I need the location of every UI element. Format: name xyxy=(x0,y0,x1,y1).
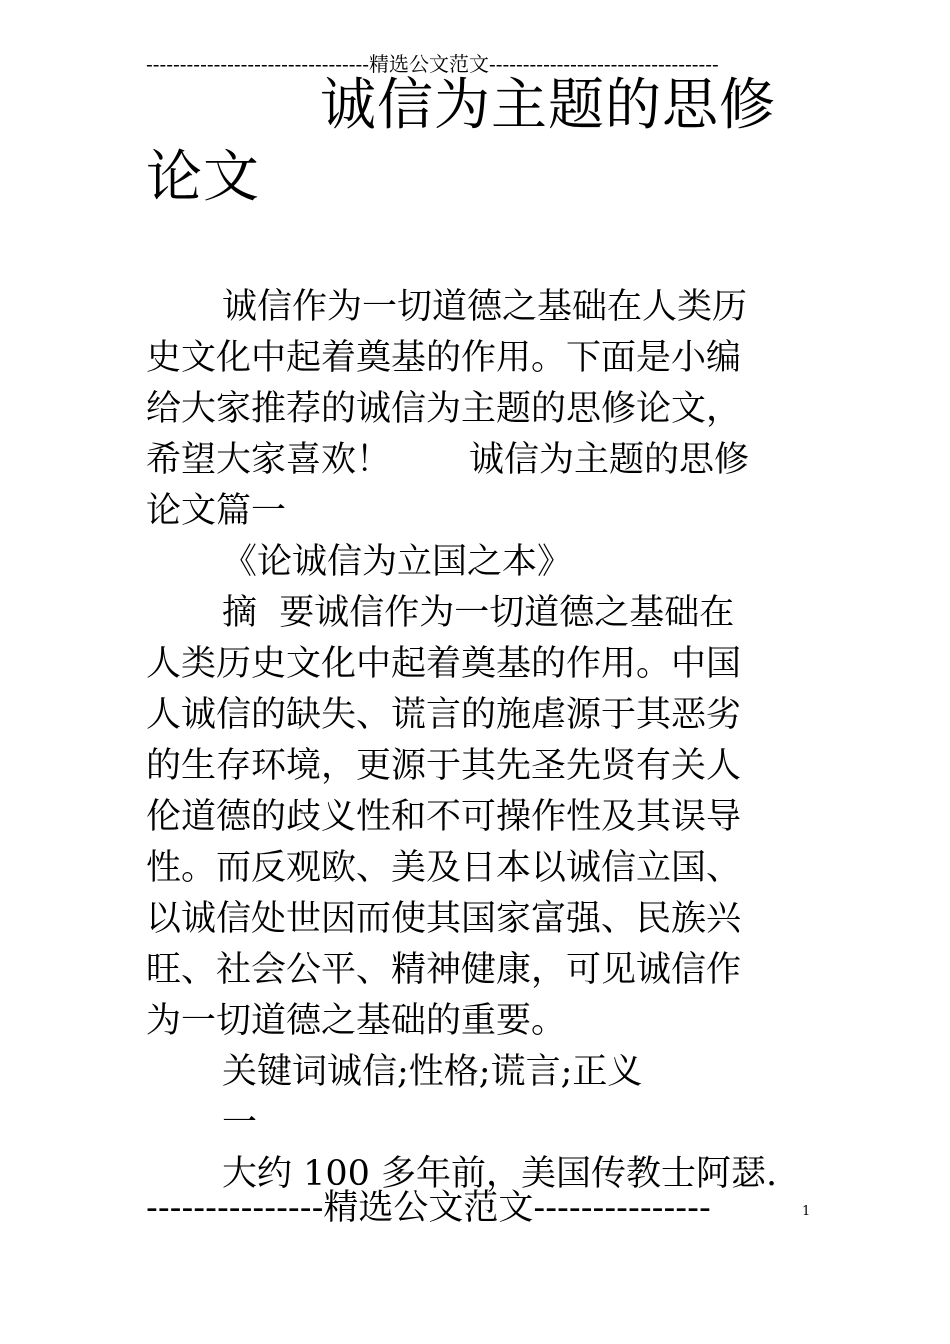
title-line-1: 诚信为主题的思修 xyxy=(320,73,776,138)
body-line: 给大家推荐的诚信为主题的思修论文， xyxy=(146,389,742,429)
abstract-line: 的生存环境，更源于其先圣先贤有关人 xyxy=(146,746,742,786)
body-line xyxy=(146,435,806,486)
article-subtitle: 《论诚信为立国之本》 xyxy=(222,542,573,582)
body-text: 诚信为主题的思修 xyxy=(469,440,750,480)
abstract-line: 人类历史文化中起着奠基的作用。中国 xyxy=(146,644,742,684)
abstract-line: 旺、社会公平、精神健康，可见诚信作 xyxy=(146,950,742,990)
abstract-line: 摘 要诚信作为一切道德之基础在 xyxy=(222,593,735,633)
section-number: 一 xyxy=(222,1103,258,1143)
title-line-2: 论文 xyxy=(146,145,260,210)
abstract-line: 人诚信的缺失、谎言的施虐源于其恶劣 xyxy=(146,695,742,735)
page-number: 1 xyxy=(802,1204,811,1219)
body-line: 诚信作为一切道德之基础在人类历 xyxy=(222,287,748,327)
body-text: 希望大家喜欢！ xyxy=(146,440,392,480)
page-header: ---------------------------------精选公文范文---------------------------------- xyxy=(146,52,719,76)
abstract-line: 以诚信处世因而使其国家富强、民族兴 xyxy=(146,899,742,939)
body-line: 大约 100 多年前，美国传教士阿瑟. xyxy=(222,1154,778,1194)
keywords-line: 关键词诚信;性格;谎言;正义 xyxy=(222,1052,643,1092)
body-line: 论文篇一 xyxy=(146,491,287,531)
document-body xyxy=(146,282,806,1200)
abstract-line: 性。而反观欧、美及日本以诚信立国、 xyxy=(146,848,742,888)
body-line: 史文化中起着奠基的作用。下面是小编 xyxy=(146,338,742,378)
abstract-line: 为一切道德之基础的重要。 xyxy=(146,1001,567,1041)
abstract-line: 伦道德的歧义性和不可操作性及其误导 xyxy=(146,797,742,837)
page-footer: ---------------精选公文范文--------------- xyxy=(146,1188,711,1228)
